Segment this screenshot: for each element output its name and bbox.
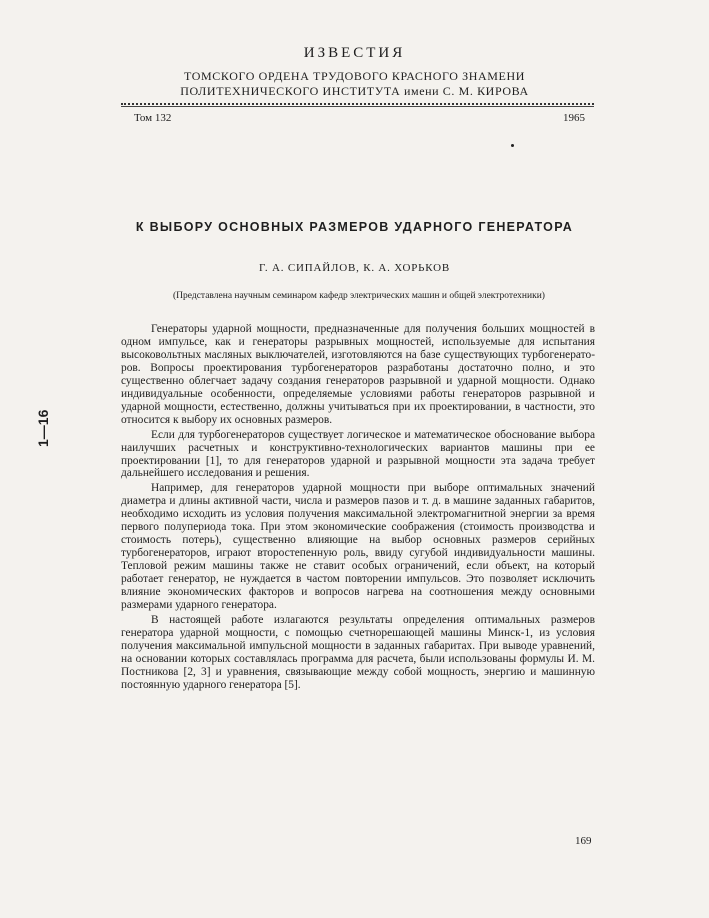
article-body xyxy=(121,323,595,694)
paragraph: Генераторы ударной мощности, предназначенные для получения больших мощностей в одном импульсе, как и генераторы разрывных мощностей, используемые для испытания высоковольтных масляных выключателей, изготовляются на базе существующих турбогенераторов. Вопросы проектирования турбогенераторов разработаны достаточно полно, и это существенно облегчает задачу создания генераторов разрывной и ударной мощности. Однако индивидуальные особенности, определяемые условиями работы генераторов разрывной и ударной мощности, естественно, должны учитываться при их проектировании, в частности, это относится к выбору их основных размеров. xyxy=(121,323,595,426)
authors: Г. А. СИПАЙЛОВ, К. А. ХОРЬКОВ xyxy=(258,262,450,274)
article-title: К ВЫБОРУ ОСНОВНЫХ РАЗМЕРОВ УДАРНОГО ГЕНЕРАТОРА xyxy=(135,220,574,234)
paragraph: Если для турбогенераторов существует логическое и математическое обоснование выбора наилучших расчетных и конструктивно-технологических вариантов машины при ее проектировании [1], то для генераторов ударной и разрывной мощности эта задача требует дальнейшего исследования и решения. xyxy=(121,428,595,480)
page-number: 169 xyxy=(575,835,592,847)
header-rule-dotted xyxy=(121,103,594,105)
paragraph: Например, для генераторов ударной мощности при выборе оптимальных значений диаметра и длины активной части, числа и размеров пазов и т. д. в машине заданных габаритов, необходимо исходить из условия получения максимальной электромагнитной энергии за время первого полупериода тока. При этом экономические соображения (стоимость производства и стоимость потерь), существенно влияющие на выбор основных размеров серийных турбогенераторов, играют второстепенную роль, ввиду сугубой индивидуальности машины. Тепловой режим машины также не ставит особых ограничений, если объект, на который работает генератор, не нуждается в частом повторении импульсов. Это позволяет исключить влияние экономических факторов и вопросов нагрева на соотношения между основными размерами ударного генератора. xyxy=(121,482,595,612)
year-label: 1965 xyxy=(563,112,585,124)
side-mark: 1—16 xyxy=(35,409,51,447)
journal-subtitle-line2: ПОЛИТЕХНИЧЕСКОГО ИНСТИТУТА имени С. М. КИРОВА xyxy=(180,84,529,98)
journal-title: ИЗВЕСТИЯ xyxy=(303,45,406,61)
ink-dot xyxy=(511,144,514,147)
paragraph: В настоящей работе излагаются результаты определения оптимальных размеров генератора ударной мощности, с помощью счетнорешающей машины Минск-1, из условия получения максимальной импульсной мощности в заданных габаритах. При выводе уравнений, на основании которых составлялась программа для расчета, были использованы формулы И. М. Постникова [2, 3] и уравнения, связывающие между собой мощность, энергию и машинную постоянную ударного генератора [5]. xyxy=(121,613,595,691)
volume-label: Том 132 xyxy=(134,112,172,124)
journal-subtitle-line1: ТОМСКОГО ОРДЕНА ТРУДОВОГО КРАСНОГО ЗНАМЕНИ xyxy=(183,69,525,83)
header-rule xyxy=(121,106,594,107)
presented-note: (Представлена научным семинаром кафедр электрических машин и общей электротехники) xyxy=(173,291,545,301)
